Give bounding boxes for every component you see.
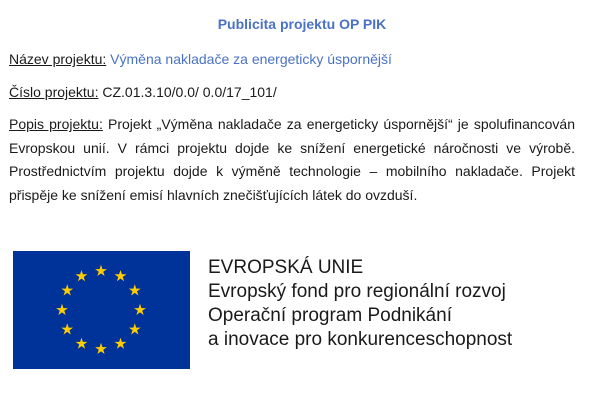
eu-star-icon bbox=[115, 338, 127, 349]
project-number-label: Číslo projektu: bbox=[9, 84, 99, 100]
eu-star-icon bbox=[76, 338, 88, 349]
project-number-row bbox=[9, 81, 575, 103]
eu-logo-line-3: Operační program Podnikání bbox=[208, 305, 452, 326]
eu-star-icon bbox=[115, 270, 127, 281]
eu-logo-text bbox=[208, 256, 512, 352]
eu-flag-graphic bbox=[13, 251, 190, 369]
eu-star-icon bbox=[134, 304, 146, 315]
eu-logo-line-4: a inovace pro konkurenceschopnost bbox=[208, 329, 513, 350]
eu-star-icon bbox=[95, 265, 107, 276]
eu-star-icon bbox=[56, 304, 68, 315]
project-description-label: Popis projektu: bbox=[9, 116, 103, 132]
eu-star-icon bbox=[76, 270, 88, 281]
project-name-value: Výměna nakladače za energeticky úspornější bbox=[110, 51, 392, 67]
project-name-row bbox=[9, 48, 575, 70]
eu-logo-line-1: EVROPSKÁ UNIE bbox=[208, 257, 364, 278]
project-description-text: Projekt „Výměna nakladače za energeticky úspornější“ je spolufinancován Evropskou unií. V rámci projektu dojde ke snížení energetické náročnosti ve výrobě. Prostřednictvím projektu dojde k výměně technologie – mobilního nakladače. Projekt přispěje ke snížení emisí hlavních znečišťujících látek do ovzduší. bbox=[9, 116, 576, 203]
eu-logo-line-2: Evropský fond pro regionální rozvoj bbox=[208, 281, 506, 302]
eu-star-icon bbox=[129, 284, 141, 295]
eu-star-icon bbox=[129, 323, 141, 334]
eu-star-icon bbox=[61, 323, 73, 334]
project-description-row bbox=[9, 113, 575, 207]
project-name-label: Název projektu: bbox=[9, 51, 107, 67]
eu-star-icon bbox=[61, 284, 73, 295]
document-title: Publicita projektu OP PIK bbox=[217, 16, 387, 32]
eu-star-icon bbox=[95, 343, 107, 354]
project-number-value: CZ.01.3.10/0.0/ 0.0/17_101/ bbox=[102, 84, 277, 100]
eu-flag-icon bbox=[13, 251, 190, 369]
